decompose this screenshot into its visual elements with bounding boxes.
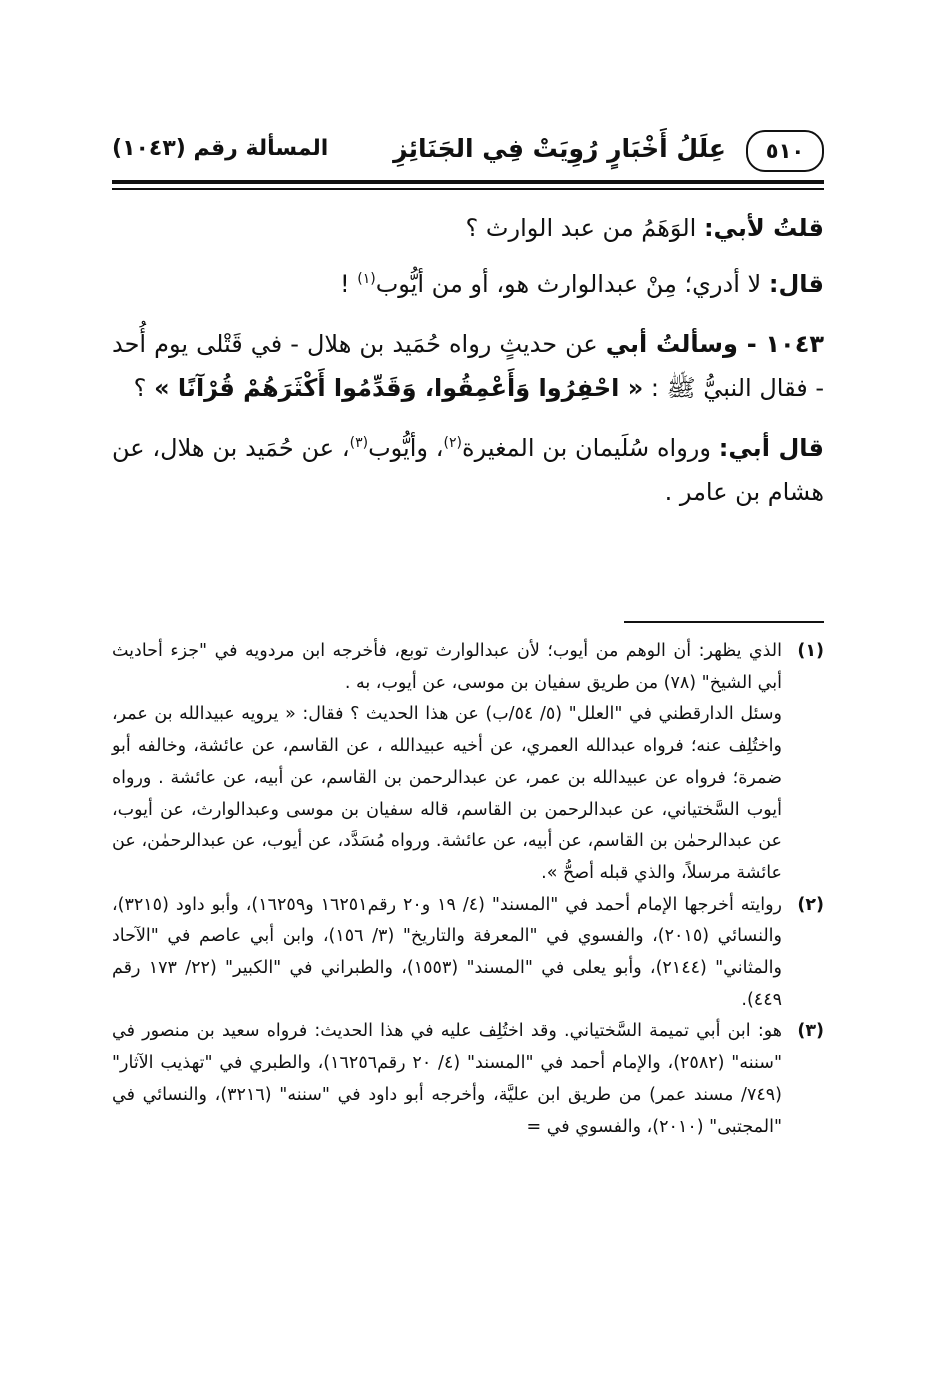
- footnote-body: [112, 1016, 782, 1143]
- footnote-ref[interactable]: (١): [357, 271, 376, 287]
- footnote-marker: (١): [797, 641, 824, 661]
- header-rule-thin: [112, 188, 824, 190]
- paragraph-end: !: [339, 270, 350, 298]
- issue-number: ١٠٤٣ - وسألتُ أبي: [605, 330, 824, 358]
- footnote-body: [112, 636, 782, 890]
- footnote-1: [112, 636, 824, 890]
- main-text: [112, 206, 824, 526]
- footnote-marker: (٣): [797, 1021, 824, 1042]
- footnote-paragraph: وسئل الدارقطني في "العلل" (٥/ ٥٤/ب) عن هذا الحديث ؟ فقال: « يرويه عبيدالله بن عمر، واختُلِف عنه؛ فرواه عبدالله العمري، عن أخيه عبيدالله ، عن القاسم، عن عائشة، وخالفه أبو ضمرة؛ فرواه عن عبيدالله بن عمر، عن عبدالرحمن بن القاسم، عن أبيه، عن عائشة . ورواه أيوب السَّختياني، عن عبدالرحمن بن القاسم، قاله سفيان بن موسى وعبدالوارث، عن أيوب، عن عبدالرحمٰن بن القاسم، عن أبيه، عن عائشة. ورواه مُسَدَّد، عن أيوب، عن عبدالرحمٰن، عن عائشة مرسلاً، والذي قبله أصحُّ ».: [112, 704, 782, 883]
- footnote-paragraph: الذي يظهر: أن الوهم من أيوب؛ لأن عبدالوارث توبع، فأخرجه ابن مردويه في "جزء أحاديث أبي الشيخ" (٧٨) من طريق سفيان بن موسى، عن أيوب، به .: [112, 641, 782, 693]
- paragraph-text: ، وأيُّوب: [368, 434, 444, 462]
- footnote-body: [112, 890, 782, 1017]
- paragraph-issue: [112, 322, 824, 410]
- paragraph-text: لا أدري؛ مِنْ عبدالوارث هو، أو من أيُّوب: [375, 270, 762, 298]
- header-rule-thick: [112, 180, 824, 184]
- paragraph-text: الوَهَمُ من عبد الوارث ؟: [465, 214, 697, 242]
- paragraph-end: ؟: [133, 374, 147, 402]
- hadith-quote: « احْفِرُوا وَأَعْمِقُوا، وَقَدِّمُوا أَكْثَرَهُمْ قُرْآنًا »: [154, 374, 644, 402]
- footnote-paragraph: هو: ابن أبي تميمة السَّختياني. وقد اختُلِف عليه في هذا الحديث: فرواه سعيد بن منصور في "سننه" (٢٥٨٢)، والإمام أحمد في "المسند" (٤/ ٢٠ رقم١٦٢٥٦)، والطبري في "تهذيب الآثار" (٧٤٩/ مسند عمر) من طريق ابن عليَّة، وأخرجه أبو داود في "سننه" (٣٢١٦)، والنسائي في "المجتبى" (٢٠١٠)، والفسوي في =: [112, 1021, 782, 1137]
- speaker-label: قال أبي:: [718, 434, 824, 462]
- book-title: عِلَلُ أَخْبَارٍ رُوِيَتْ فِي الجَنَائِزِ: [393, 134, 726, 163]
- footnote-paragraph: روايته أخرجها الإمام أحمد في "المسند" (٤/ ١٩ و٢٠ رقم١٦٢٥١ و١٦٢٥٩)، وأبو داود (٣٢١٥)، والنسائي (٢٠١٥)، والفسوي في "المعرفة والتاريخ" (٣/ ١٥٦)، وابن أبي عاصم في "الآحاد والمثاني" (٢١٤٤)، وأبو يعلى في "المسند" (١٥٥٣)، والطبراني في "الكبير" (٢٢/ ١٧٣ رقم ٤٤٩).: [112, 894, 783, 1010]
- speaker-label: قال:: [768, 270, 824, 298]
- page-header: [112, 130, 824, 174]
- paragraph-text: ورواه سُلَيمان بن المغيرة: [462, 434, 711, 462]
- page-number-badge: ٥١٠: [746, 130, 824, 172]
- paragraph-reply: [112, 426, 824, 514]
- speaker-label: قلتُ لأبي:: [703, 214, 824, 242]
- paragraph-text: عن حديثٍ رواه حُمَيد بن هلال - في قَتْلى يوم أُحد - فقال النبيُّ ﷺ :: [112, 330, 824, 402]
- paragraph-answer: [112, 262, 824, 306]
- footnote-marker: (٢): [797, 894, 824, 915]
- footnotes: [112, 636, 824, 1143]
- footnote-ref[interactable]: (٣): [349, 435, 369, 451]
- footnote-ref[interactable]: (٢): [443, 435, 463, 451]
- paragraph-question: [112, 206, 824, 250]
- footnote-2: [112, 890, 824, 1017]
- issue-label: المسألة رقم (١٠٤٣): [112, 136, 329, 161]
- paragraph-text: ، عن حُمَيد بن هلال، عن هشام بن عامر .: [112, 434, 824, 506]
- footnote-3: [112, 1016, 824, 1143]
- footnote-separator: [624, 621, 824, 623]
